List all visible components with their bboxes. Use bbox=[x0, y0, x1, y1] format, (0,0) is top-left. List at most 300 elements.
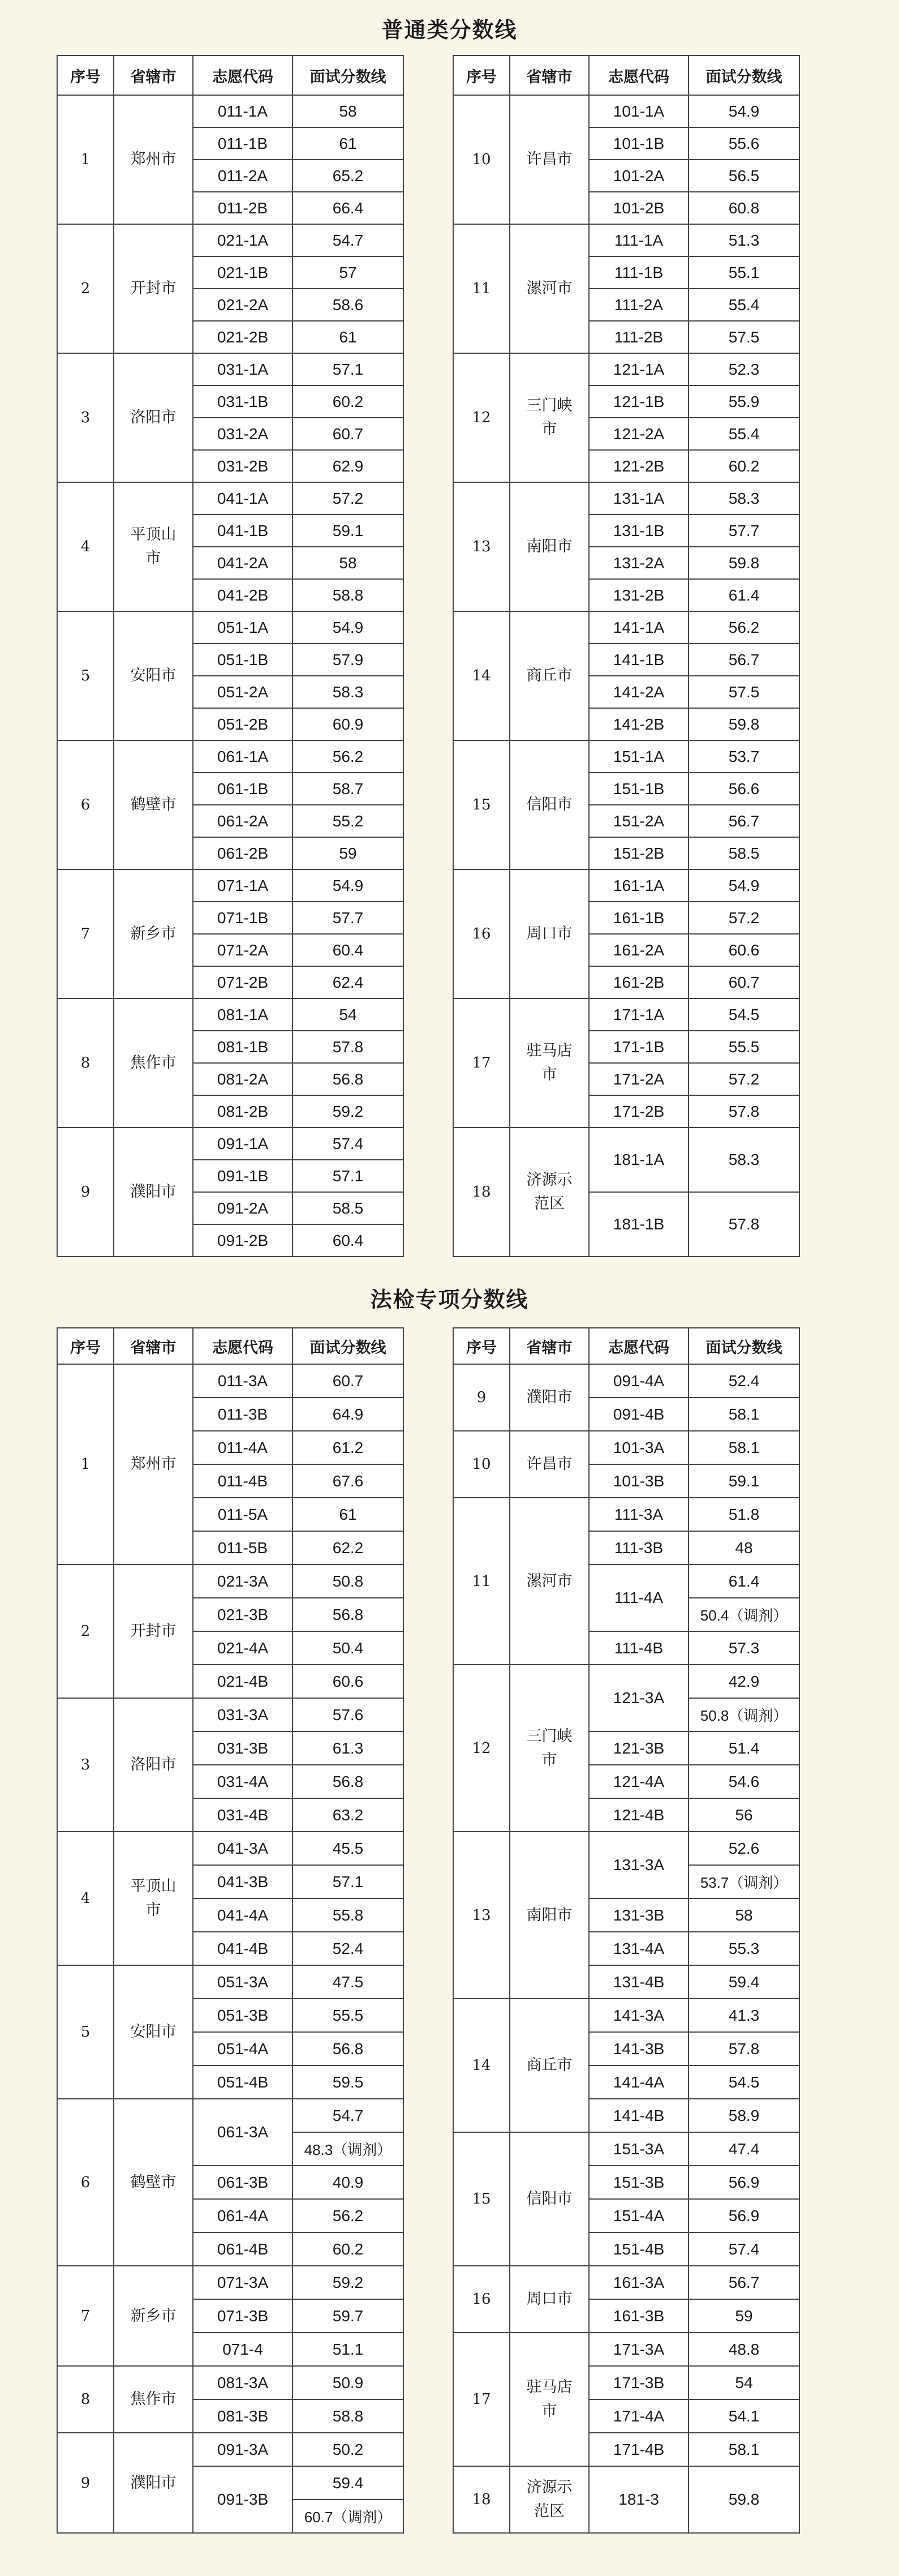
code-cell: 161-3A bbox=[589, 2266, 689, 2299]
score-cell: 55.3 bbox=[689, 1932, 799, 1965]
code-cell: 111-1A bbox=[589, 224, 689, 256]
code-cell: 101-2A bbox=[589, 160, 689, 192]
code-cell: 171-4A bbox=[589, 2399, 689, 2433]
score-cell: 55.4 bbox=[689, 289, 799, 321]
score-cell: 56.9 bbox=[689, 2199, 799, 2232]
score-cell: 58.6 bbox=[293, 289, 403, 321]
serial-number-cell: 6 bbox=[57, 2099, 114, 2266]
score-cell: 54.7 bbox=[293, 224, 403, 256]
score-cell: 47.4 bbox=[689, 2132, 799, 2166]
score-cell: 60.4 bbox=[293, 934, 403, 966]
column-header: 志愿代码 bbox=[193, 55, 293, 95]
score-cell: 52.4 bbox=[689, 1364, 799, 1398]
serial-number-cell: 8 bbox=[57, 2366, 114, 2433]
table-row bbox=[57, 611, 403, 644]
table-row bbox=[453, 1665, 799, 1698]
score-cell: 59 bbox=[293, 837, 403, 869]
score-cell: 57.8 bbox=[293, 1031, 403, 1063]
score-cell: 58.5 bbox=[293, 1192, 403, 1224]
code-cell: 091-1A bbox=[193, 1128, 293, 1160]
score-cell: 51.3 bbox=[689, 224, 799, 256]
serial-number-cell: 18 bbox=[453, 2466, 510, 2533]
serial-number-cell: 5 bbox=[57, 1965, 114, 2099]
score-cell: 57.4 bbox=[293, 1128, 403, 1160]
score-cell: 56.2 bbox=[293, 740, 403, 773]
score-cell: 57.3 bbox=[689, 1631, 799, 1665]
code-cell: 171-2B bbox=[589, 1095, 689, 1128]
table-row bbox=[57, 2433, 403, 2466]
header-row bbox=[57, 55, 403, 95]
score-cell: 61 bbox=[293, 127, 403, 160]
serial-number-cell: 2 bbox=[57, 224, 114, 353]
city-cell: 新乡市 bbox=[114, 2266, 193, 2366]
score-cell: 57.8 bbox=[689, 1095, 799, 1128]
score-cell: 59.8 bbox=[689, 547, 799, 579]
procuratorate-table-left bbox=[57, 1327, 404, 2534]
score-cell: 55.6 bbox=[689, 127, 799, 160]
adjusted-score-cell: 50.4（调剂） bbox=[689, 1598, 799, 1631]
code-cell: 011-3B bbox=[193, 1398, 293, 1431]
city-cell: 漯河市 bbox=[510, 1498, 589, 1665]
city-cell: 商丘市 bbox=[510, 611, 589, 740]
score-cell: 53.7 bbox=[689, 740, 799, 773]
code-cell: 061-3B bbox=[193, 2166, 293, 2199]
city-cell: 濮阳市 bbox=[114, 2433, 193, 2533]
adjusted-score-cell: 48.3（调剂） bbox=[293, 2132, 403, 2166]
code-cell: 041-4A bbox=[193, 1898, 293, 1932]
serial-number-cell: 9 bbox=[57, 2433, 114, 2533]
code-cell: 141-4B bbox=[589, 2099, 689, 2132]
code-cell: 101-3A bbox=[589, 1431, 689, 1464]
score-cell: 63.2 bbox=[293, 1798, 403, 1832]
score-cell: 56.7 bbox=[689, 644, 799, 676]
code-cell: 111-2B bbox=[589, 321, 689, 353]
code-cell: 061-3A bbox=[193, 2099, 293, 2166]
serial-number-cell: 14 bbox=[453, 1999, 510, 2132]
serial-number-cell: 2 bbox=[57, 1565, 114, 1698]
code-cell: 031-3B bbox=[193, 1731, 293, 1765]
code-cell: 151-1B bbox=[589, 773, 689, 805]
code-cell: 121-1B bbox=[589, 385, 689, 418]
score-cell: 61.4 bbox=[689, 579, 799, 611]
score-cell: 51.1 bbox=[293, 2333, 403, 2366]
code-cell: 171-3A bbox=[589, 2333, 689, 2366]
score-cell: 54.1 bbox=[689, 2399, 799, 2433]
serial-number-cell: 3 bbox=[57, 353, 114, 482]
city-cell: 开封市 bbox=[114, 224, 193, 353]
score-cell: 58 bbox=[689, 1898, 799, 1932]
code-cell: 131-3A bbox=[589, 1832, 689, 1898]
city-cell: 郑州市 bbox=[114, 1364, 193, 1565]
city-cell: 驻马店市 bbox=[510, 998, 589, 1128]
city-cell: 信阳市 bbox=[510, 2132, 589, 2266]
score-cell: 55.4 bbox=[689, 418, 799, 450]
score-cell: 58.3 bbox=[689, 1128, 799, 1192]
city-cell: 鹤壁市 bbox=[114, 2099, 193, 2266]
table-row bbox=[453, 1128, 799, 1192]
score-cell: 58.8 bbox=[293, 579, 403, 611]
code-cell: 071-3A bbox=[193, 2266, 293, 2299]
city-cell: 濮阳市 bbox=[510, 1364, 589, 1431]
table-row bbox=[57, 224, 403, 256]
code-cell: 011-4B bbox=[193, 1464, 293, 1498]
code-cell: 101-3B bbox=[589, 1464, 689, 1498]
code-cell: 071-1B bbox=[193, 902, 293, 934]
code-cell: 061-4B bbox=[193, 2232, 293, 2266]
city-cell: 驻马店市 bbox=[510, 2333, 589, 2466]
code-cell: 171-2A bbox=[589, 1063, 689, 1095]
score-cell: 58.1 bbox=[689, 1398, 799, 1431]
serial-number-cell: 7 bbox=[57, 869, 114, 998]
code-cell: 011-1B bbox=[193, 127, 293, 160]
score-cell: 42.9 bbox=[689, 1665, 799, 1698]
code-cell: 171-1B bbox=[589, 1031, 689, 1063]
code-cell: 031-4A bbox=[193, 1765, 293, 1798]
table-row bbox=[453, 353, 799, 385]
adjusted-score-cell: 60.7（调剂） bbox=[293, 2500, 403, 2533]
code-cell: 151-4B bbox=[589, 2232, 689, 2266]
general-table-left bbox=[57, 55, 404, 1257]
code-cell: 061-2A bbox=[193, 805, 293, 837]
code-cell: 111-4A bbox=[589, 1565, 689, 1631]
score-cell: 54.6 bbox=[689, 1765, 799, 1798]
general-table-right bbox=[453, 55, 800, 1257]
serial-number-cell: 18 bbox=[453, 1128, 510, 1257]
column-header: 志愿代码 bbox=[589, 1328, 689, 1364]
code-cell: 031-3A bbox=[193, 1698, 293, 1731]
code-cell: 091-3A bbox=[193, 2433, 293, 2466]
code-cell: 051-3B bbox=[193, 1999, 293, 2032]
score-cell: 56.6 bbox=[689, 773, 799, 805]
column-header: 省辖市 bbox=[114, 55, 193, 95]
code-cell: 071-2A bbox=[193, 934, 293, 966]
score-cell: 60.8 bbox=[689, 192, 799, 224]
table-row bbox=[57, 1698, 403, 1731]
code-cell: 151-3B bbox=[589, 2166, 689, 2199]
code-cell: 051-2A bbox=[193, 676, 293, 708]
city-cell: 南阳市 bbox=[510, 1832, 589, 1999]
city-cell: 郑州市 bbox=[114, 95, 193, 224]
header-row bbox=[453, 1328, 799, 1364]
score-cell: 60.6 bbox=[689, 934, 799, 966]
score-cell: 59.8 bbox=[689, 2466, 799, 2533]
code-cell: 141-2A bbox=[589, 676, 689, 708]
serial-number-cell: 1 bbox=[57, 95, 114, 224]
score-cell: 60.7 bbox=[689, 966, 799, 998]
code-cell: 121-2A bbox=[589, 418, 689, 450]
code-cell: 161-3B bbox=[589, 2299, 689, 2333]
table-row bbox=[57, 1364, 403, 1398]
score-cell: 59.1 bbox=[293, 515, 403, 547]
code-cell: 021-1B bbox=[193, 256, 293, 289]
code-cell: 031-2A bbox=[193, 418, 293, 450]
code-cell: 041-4B bbox=[193, 1932, 293, 1965]
city-cell: 商丘市 bbox=[510, 1999, 589, 2132]
code-cell: 091-4B bbox=[589, 1398, 689, 1431]
code-cell: 071-4 bbox=[193, 2333, 293, 2366]
score-cell: 57.9 bbox=[293, 644, 403, 676]
serial-number-cell: 10 bbox=[453, 95, 510, 224]
score-cell: 59.5 bbox=[293, 2065, 403, 2099]
serial-number-cell: 12 bbox=[453, 353, 510, 482]
serial-number-cell: 8 bbox=[57, 998, 114, 1128]
code-cell: 151-2A bbox=[589, 805, 689, 837]
score-cell: 54.9 bbox=[293, 611, 403, 644]
serial-number-cell: 6 bbox=[57, 740, 114, 869]
serial-number-cell: 5 bbox=[57, 611, 114, 740]
code-cell: 181-1A bbox=[589, 1128, 689, 1192]
score-cell: 50.9 bbox=[293, 2366, 403, 2399]
serial-number-cell: 10 bbox=[453, 1431, 510, 1498]
score-cell: 58 bbox=[293, 547, 403, 579]
city-cell: 漯河市 bbox=[510, 224, 589, 353]
city-cell: 焦作市 bbox=[114, 2366, 193, 2433]
code-cell: 021-4B bbox=[193, 1665, 293, 1698]
score-cell: 57.2 bbox=[689, 1063, 799, 1095]
table-row bbox=[453, 1431, 799, 1464]
score-cell: 56.9 bbox=[689, 2166, 799, 2199]
score-cell: 62.2 bbox=[293, 1531, 403, 1565]
score-cell: 57.6 bbox=[293, 1698, 403, 1731]
serial-number-cell: 3 bbox=[57, 1698, 114, 1832]
code-cell: 031-1A bbox=[193, 353, 293, 385]
code-cell: 161-1A bbox=[589, 869, 689, 902]
serial-number-cell: 13 bbox=[453, 482, 510, 611]
column-header: 序号 bbox=[453, 55, 510, 95]
score-cell: 56 bbox=[689, 1798, 799, 1832]
table-row bbox=[57, 2099, 403, 2132]
code-cell: 101-2B bbox=[589, 192, 689, 224]
code-cell: 041-2B bbox=[193, 579, 293, 611]
column-header: 面试分数线 bbox=[689, 1328, 799, 1364]
code-cell: 041-1B bbox=[193, 515, 293, 547]
table-row bbox=[453, 611, 799, 644]
score-cell: 60.7 bbox=[293, 418, 403, 450]
code-cell: 111-3A bbox=[589, 1498, 689, 1531]
score-cell: 57.8 bbox=[689, 2032, 799, 2065]
score-cell: 62.9 bbox=[293, 450, 403, 482]
header-row bbox=[57, 1328, 403, 1364]
score-cell: 54 bbox=[293, 998, 403, 1031]
score-cell: 58 bbox=[293, 95, 403, 127]
code-cell: 021-1A bbox=[193, 224, 293, 256]
city-cell: 濮阳市 bbox=[114, 1128, 193, 1257]
city-cell: 信阳市 bbox=[510, 740, 589, 869]
score-cell: 56.8 bbox=[293, 1765, 403, 1798]
score-cell: 56.8 bbox=[293, 1063, 403, 1095]
code-cell: 121-3B bbox=[589, 1731, 689, 1765]
code-cell: 141-1B bbox=[589, 644, 689, 676]
score-cell: 56.8 bbox=[293, 1598, 403, 1631]
code-cell: 161-2B bbox=[589, 966, 689, 998]
score-cell: 58.1 bbox=[689, 1431, 799, 1464]
score-cell: 62.4 bbox=[293, 966, 403, 998]
score-cell: 56.5 bbox=[689, 160, 799, 192]
code-cell: 071-3B bbox=[193, 2299, 293, 2333]
code-cell: 121-3A bbox=[589, 1665, 689, 1731]
code-cell: 121-2B bbox=[589, 450, 689, 482]
code-cell: 011-4A bbox=[193, 1431, 293, 1464]
code-cell: 141-3B bbox=[589, 2032, 689, 2065]
city-cell: 新乡市 bbox=[114, 869, 193, 998]
procuratorate-table-right bbox=[453, 1327, 800, 2534]
code-cell: 151-3A bbox=[589, 2132, 689, 2166]
score-cell: 52.4 bbox=[293, 1932, 403, 1965]
serial-number-cell: 17 bbox=[453, 998, 510, 1128]
table-row bbox=[453, 1498, 799, 1531]
code-cell: 151-2B bbox=[589, 837, 689, 869]
table-row bbox=[57, 1832, 403, 1865]
code-cell: 131-4A bbox=[589, 1932, 689, 1965]
city-cell: 南阳市 bbox=[510, 482, 589, 611]
score-cell: 65.2 bbox=[293, 160, 403, 192]
code-cell: 181-3 bbox=[589, 2466, 689, 2533]
serial-number-cell: 9 bbox=[453, 1364, 510, 1431]
code-cell: 151-4A bbox=[589, 2199, 689, 2232]
score-cell: 59.2 bbox=[293, 1095, 403, 1128]
score-cell: 59.1 bbox=[689, 1464, 799, 1498]
code-cell: 021-4A bbox=[193, 1631, 293, 1665]
city-cell: 济源示范区 bbox=[510, 2466, 589, 2533]
code-cell: 121-4B bbox=[589, 1798, 689, 1832]
score-cell: 61 bbox=[293, 1498, 403, 1531]
score-cell: 58.3 bbox=[293, 676, 403, 708]
code-cell: 131-1B bbox=[589, 515, 689, 547]
serial-number-cell: 12 bbox=[453, 1665, 510, 1832]
score-cell: 57.2 bbox=[293, 482, 403, 515]
score-cell: 58.5 bbox=[689, 837, 799, 869]
score-cell: 59.4 bbox=[689, 1965, 799, 1999]
code-cell: 091-4A bbox=[589, 1364, 689, 1398]
score-cell: 60.9 bbox=[293, 708, 403, 740]
score-cell: 55.8 bbox=[293, 1898, 403, 1932]
code-cell: 131-2A bbox=[589, 547, 689, 579]
table-row bbox=[453, 869, 799, 902]
city-cell: 周口市 bbox=[510, 869, 589, 998]
score-cell: 56.7 bbox=[689, 805, 799, 837]
code-cell: 071-2B bbox=[193, 966, 293, 998]
score-cell: 57.1 bbox=[293, 1160, 403, 1192]
procuratorate-section-title: 法检专项分数线 bbox=[370, 1287, 529, 1312]
score-cell: 57.1 bbox=[293, 1865, 403, 1898]
column-header: 志愿代码 bbox=[589, 55, 689, 95]
score-cell: 59 bbox=[689, 2299, 799, 2333]
column-header: 面试分数线 bbox=[293, 1328, 403, 1364]
score-cell: 57.7 bbox=[689, 515, 799, 547]
code-cell: 141-4A bbox=[589, 2065, 689, 2099]
table-row bbox=[453, 2466, 799, 2533]
code-cell: 061-1B bbox=[193, 773, 293, 805]
code-cell: 061-2B bbox=[193, 837, 293, 869]
score-cell: 60.6 bbox=[293, 1665, 403, 1698]
code-cell: 101-1B bbox=[589, 127, 689, 160]
score-cell: 55.5 bbox=[293, 1999, 403, 2032]
table-row bbox=[453, 482, 799, 515]
code-cell: 071-1A bbox=[193, 869, 293, 902]
score-cell: 56.2 bbox=[293, 2199, 403, 2232]
score-cell: 45.5 bbox=[293, 1832, 403, 1865]
score-cell: 60.4 bbox=[293, 1224, 403, 1257]
code-cell: 011-1A bbox=[193, 95, 293, 127]
score-cell: 59.7 bbox=[293, 2299, 403, 2333]
score-cell: 47.5 bbox=[293, 1965, 403, 1999]
score-cell: 54.7 bbox=[293, 2099, 403, 2132]
code-cell: 101-1A bbox=[589, 95, 689, 127]
code-cell: 141-2B bbox=[589, 708, 689, 740]
serial-number-cell: 9 bbox=[57, 1128, 114, 1257]
column-header: 面试分数线 bbox=[689, 55, 799, 95]
code-cell: 041-2A bbox=[193, 547, 293, 579]
score-cell: 58.7 bbox=[293, 773, 403, 805]
code-cell: 011-5B bbox=[193, 1531, 293, 1565]
table-row bbox=[57, 2266, 403, 2299]
adjusted-score-cell: 50.8（调剂） bbox=[689, 1698, 799, 1731]
table-row bbox=[57, 998, 403, 1031]
city-cell: 济源示范区 bbox=[510, 1128, 589, 1257]
code-cell: 021-2A bbox=[193, 289, 293, 321]
serial-number-cell: 11 bbox=[453, 1498, 510, 1665]
score-cell: 50.4 bbox=[293, 1631, 403, 1665]
city-cell: 洛阳市 bbox=[114, 1698, 193, 1832]
score-cell: 55.1 bbox=[689, 256, 799, 289]
score-cell: 40.9 bbox=[293, 2166, 403, 2199]
score-cell: 48.8 bbox=[689, 2333, 799, 2366]
column-header: 志愿代码 bbox=[193, 1328, 293, 1364]
table-row bbox=[453, 1364, 799, 1398]
city-cell: 焦作市 bbox=[114, 998, 193, 1128]
code-cell: 111-3B bbox=[589, 1531, 689, 1565]
code-cell: 011-2B bbox=[193, 192, 293, 224]
code-cell: 051-1A bbox=[193, 611, 293, 644]
table-row bbox=[57, 740, 403, 773]
city-cell: 安阳市 bbox=[114, 1965, 193, 2099]
score-cell: 57.5 bbox=[689, 676, 799, 708]
table-row bbox=[57, 95, 403, 127]
city-cell: 三门峡市 bbox=[510, 353, 589, 482]
code-cell: 041-1A bbox=[193, 482, 293, 515]
score-cell: 60.7 bbox=[293, 1364, 403, 1398]
code-cell: 131-2B bbox=[589, 579, 689, 611]
score-cell: 54.5 bbox=[689, 2065, 799, 2099]
code-cell: 011-5A bbox=[193, 1498, 293, 1531]
serial-number-cell: 11 bbox=[453, 224, 510, 353]
score-cell: 51.8 bbox=[689, 1498, 799, 1531]
code-cell: 121-1A bbox=[589, 353, 689, 385]
column-header: 序号 bbox=[57, 55, 114, 95]
table-row bbox=[57, 482, 403, 515]
code-cell: 121-4A bbox=[589, 1765, 689, 1798]
serial-number-cell: 14 bbox=[453, 611, 510, 740]
code-cell: 031-1B bbox=[193, 385, 293, 418]
code-cell: 091-2A bbox=[193, 1192, 293, 1224]
column-header: 省辖市 bbox=[510, 1328, 589, 1364]
score-cell: 59.8 bbox=[689, 708, 799, 740]
score-cell: 57.5 bbox=[689, 321, 799, 353]
city-cell: 鹤壁市 bbox=[114, 740, 193, 869]
score-cell: 55.5 bbox=[689, 1031, 799, 1063]
code-cell: 091-2B bbox=[193, 1224, 293, 1257]
score-cell: 57.8 bbox=[689, 1192, 799, 1257]
serial-number-cell: 4 bbox=[57, 1832, 114, 1965]
serial-number-cell: 4 bbox=[57, 482, 114, 611]
code-cell: 111-1B bbox=[589, 256, 689, 289]
serial-number-cell: 16 bbox=[453, 2266, 510, 2333]
code-cell: 111-2A bbox=[589, 289, 689, 321]
table-row bbox=[453, 2333, 799, 2366]
score-cell: 57.4 bbox=[689, 2232, 799, 2266]
code-cell: 081-1A bbox=[193, 998, 293, 1031]
score-cell: 48 bbox=[689, 1531, 799, 1565]
